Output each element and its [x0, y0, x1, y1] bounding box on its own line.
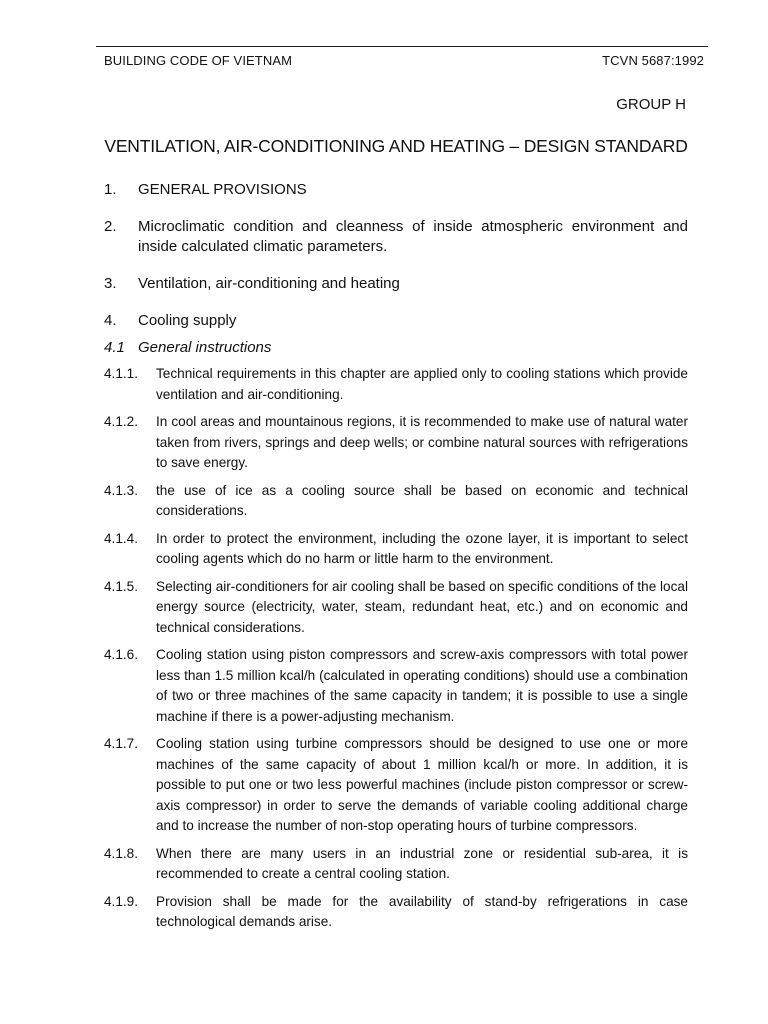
- item-number: 4.1.8.: [104, 845, 139, 861]
- section-4: [104, 311, 688, 331]
- item-number: 4.1.5.: [104, 578, 139, 594]
- subsection-text: General instructions: [138, 339, 272, 356]
- section-text: Ventilation, air-conditioning and heating: [138, 275, 400, 292]
- item-text: Provision shall be made for the availability of stand-by refrigerations in case technological demands arise.: [156, 893, 688, 929]
- list-item: [104, 364, 688, 405]
- item-text: In cool areas and mountainous regions, it is recommended to make use of natural water taken from rivers, springs and deep wells; or combine natural sources with refrigerations to save energy.: [156, 414, 688, 470]
- item-text: Selecting air-conditioners for air cooling shall be based on specific conditions of the local energy source (electricity, water, steam, redundant heat, etc.) and on economic and technical considerations.: [156, 578, 688, 635]
- item-number: 4.1.9.: [104, 893, 139, 909]
- list-item: [104, 577, 688, 639]
- item-number: 4.1.1.: [104, 366, 139, 381]
- list-item: [104, 645, 688, 727]
- item-text: When there are many users in an industrial zone or residential sub-area, it is recommended to create a central cooling station.: [156, 845, 688, 881]
- page-title: VENTILATION, AIR-CONDITIONING AND HEATING – DESIGN STANDARD: [104, 136, 688, 156]
- header-rule: [96, 46, 708, 47]
- list-item: [104, 892, 688, 933]
- subsection-number: 4.1: [104, 339, 125, 356]
- section-list: [104, 180, 688, 294]
- section-2: [104, 217, 688, 257]
- section-number: 1.: [104, 181, 117, 198]
- section-number: 4.: [104, 312, 117, 329]
- section-text: Microclimatic condition and cleanness of inside atmospheric environment and inside calculated climatic parameters.: [138, 218, 688, 255]
- item-text: Cooling station using piston compressors and screw-axis compressors with total power less than 1.5 million kcal/h (calculated in operating conditions) should use a combination of two or three machines of the same capacity in tandem; it is possible to use a single machine if there is a power-adjusting mechanism.: [156, 647, 688, 724]
- item-number: 4.1.4.: [104, 530, 139, 546]
- content-body: [104, 180, 688, 940]
- item-number: 4.1.6.: [104, 647, 139, 662]
- item-number: 4.1.7.: [104, 736, 139, 751]
- section-number: 3.: [104, 275, 117, 292]
- header-left: BUILDING CODE OF VIETNAM: [104, 53, 293, 68]
- page-header: [104, 53, 704, 68]
- item-list: [104, 364, 688, 933]
- item-number: 4.1.2.: [104, 414, 139, 429]
- list-item: [104, 844, 688, 885]
- list-item: [104, 529, 688, 570]
- item-text: the use of ice as a cooling source shall be based on economic and technical considerations.: [156, 482, 688, 518]
- list-item: [104, 412, 688, 474]
- list-item: [104, 734, 688, 837]
- item-text: Cooling station using turbine compressors should be designed to use one or more machines of the same capacity of about 1 million kcal/h or more. In addition, it is possible to put one or two less powerful machines (include piston compressor or screw-axis compressor) in order to serve the demands of variable cooling additional charge and to increase the number of non-stop operating hours of turbine compressors.: [156, 736, 688, 833]
- section-3: [104, 274, 688, 294]
- header-right: TCVN 5687:1992: [602, 53, 704, 68]
- subsection-heading: [104, 338, 688, 358]
- item-text: Technical requirements in this chapter are applied only to cooling stations which provide ventilation and air-conditioning.: [156, 366, 688, 402]
- section-1: [104, 180, 688, 200]
- item-text: In order to protect the environment, including the ozone layer, it is important to select cooling agents which do no harm or little harm to the environment.: [156, 530, 688, 566]
- group-label: GROUP H: [616, 96, 686, 113]
- section-number: 2.: [104, 218, 117, 235]
- section-text: GENERAL PROVISIONS: [138, 181, 307, 198]
- list-item: [104, 481, 688, 522]
- section-text: Cooling supply: [138, 312, 237, 329]
- item-number: 4.1.3.: [104, 482, 139, 498]
